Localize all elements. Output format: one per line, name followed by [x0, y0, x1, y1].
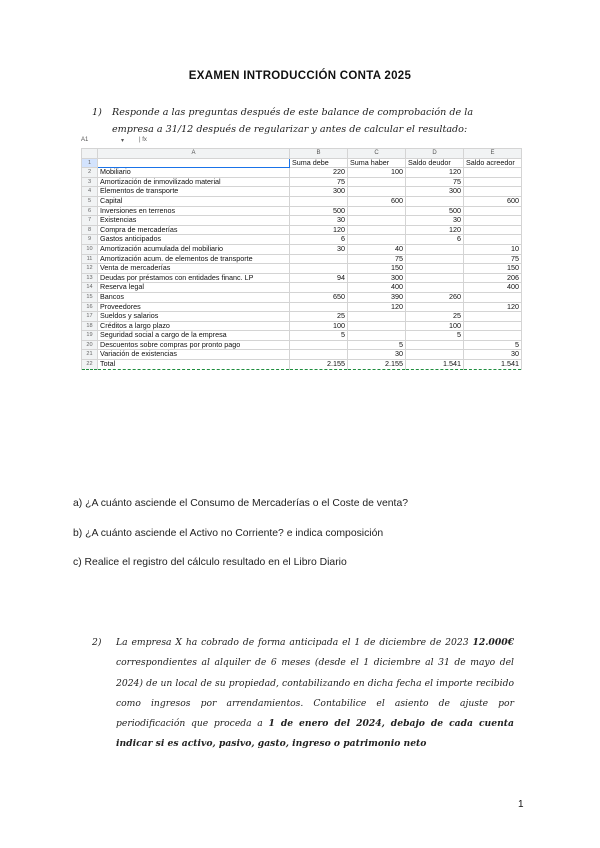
- cell-a[interactable]: Capital: [98, 196, 290, 206]
- row-number[interactable]: 9: [82, 235, 98, 245]
- cell-e[interactable]: [464, 292, 522, 302]
- row-number[interactable]: 7: [82, 216, 98, 226]
- cell-d[interactable]: 100: [406, 321, 464, 331]
- question-2-text: correspondientes al alquiler de 6 meses (desde el 1 diciembre al 31 de mayo del 2024) de un local de su propiedad, contabilizando en dicha fecha el importe recibido como ingresos por arrendamientos. Contabilice el asiento de ajuste por periodificación que proceda a: [116, 657, 514, 730]
- row-number[interactable]: 5: [82, 196, 98, 206]
- row-number[interactable]: 14: [82, 283, 98, 293]
- cell-e[interactable]: 120: [464, 302, 522, 312]
- cell-a[interactable]: Total: [98, 360, 290, 370]
- cell-a[interactable]: Variación de existencias: [98, 350, 290, 360]
- cell-c[interactable]: [348, 187, 406, 197]
- page-title: EXAMEN INTRODUCCIÓN CONTA 2025: [188, 70, 412, 82]
- cell-a[interactable]: Venta de mercaderías: [98, 264, 290, 274]
- cell-b[interactable]: 94: [290, 273, 348, 283]
- cell-b[interactable]: 30: [290, 216, 348, 226]
- cell-c[interactable]: 40: [348, 244, 406, 254]
- cell-d[interactable]: 500: [406, 206, 464, 216]
- cell-b[interactable]: 25: [290, 312, 348, 322]
- cell-e[interactable]: [464, 331, 522, 341]
- table-row: [82, 302, 522, 312]
- spreadsheet: [81, 148, 521, 370]
- row-number[interactable]: 17: [82, 312, 98, 322]
- cell-a[interactable]: [98, 158, 290, 168]
- cell-a[interactable]: Deudas por préstamos con entidades financ. LP: [98, 273, 290, 283]
- cell-b[interactable]: [290, 254, 348, 264]
- column-header: D: [406, 149, 464, 159]
- cell-d[interactable]: [406, 244, 464, 254]
- table-row: [82, 283, 522, 293]
- cell-d[interactable]: 120: [406, 225, 464, 235]
- cell-c[interactable]: 75: [348, 254, 406, 264]
- question-1-number: 1): [92, 107, 102, 118]
- column-header: [82, 149, 98, 159]
- table-row: [82, 235, 522, 245]
- cell-c[interactable]: 600: [348, 196, 406, 206]
- cell-b[interactable]: [290, 350, 348, 360]
- row-number[interactable]: 15: [82, 292, 98, 302]
- cell-b[interactable]: 5: [290, 331, 348, 341]
- cell-a[interactable]: Inversiones en terrenos: [98, 206, 290, 216]
- row-number[interactable]: 8: [82, 225, 98, 235]
- row-number[interactable]: 13: [82, 273, 98, 283]
- table-row: [82, 196, 522, 206]
- row-number[interactable]: 18: [82, 321, 98, 331]
- cell-b[interactable]: [290, 196, 348, 206]
- cell-d[interactable]: [406, 350, 464, 360]
- question-2: [92, 633, 514, 755]
- table-row: [82, 360, 522, 370]
- row-number[interactable]: 20: [82, 340, 98, 350]
- cell-d[interactable]: 30: [406, 216, 464, 226]
- cell-e[interactable]: [464, 177, 522, 187]
- cell-e[interactable]: [464, 187, 522, 197]
- cell-a[interactable]: Sueldos y salarios: [98, 312, 290, 322]
- cell-e[interactable]: [464, 206, 522, 216]
- question-2-date: 1 de enero del 2024: [268, 718, 382, 730]
- row-number[interactable]: 2: [82, 168, 98, 178]
- table-row: [82, 340, 522, 350]
- formula-bar: [81, 137, 521, 147]
- cell-c[interactable]: Suma haber: [348, 158, 406, 168]
- question-1: [92, 104, 512, 138]
- question-c: c) Realice el registro del cálculo resultado en el Libro Diario: [73, 557, 347, 568]
- cell-b[interactable]: [290, 264, 348, 274]
- cell-a[interactable]: Reserva legal: [98, 283, 290, 293]
- cell-e[interactable]: 150: [464, 264, 522, 274]
- table-row: [82, 292, 522, 302]
- cell-c[interactable]: 150: [348, 264, 406, 274]
- cell-e[interactable]: [464, 225, 522, 235]
- row-number[interactable]: 1: [82, 158, 98, 168]
- cell-d[interactable]: 25: [406, 312, 464, 322]
- cell-a[interactable]: Amortización acum. de elementos de transporte: [98, 254, 290, 264]
- cell-e[interactable]: 206: [464, 273, 522, 283]
- question-2-amount: 12.000€: [472, 637, 514, 648]
- cell-c[interactable]: [348, 177, 406, 187]
- cell-d[interactable]: [406, 254, 464, 264]
- table-row: [82, 254, 522, 264]
- table-row: [82, 177, 522, 187]
- cell-c[interactable]: 2.155: [348, 360, 406, 370]
- cell-b[interactable]: [290, 283, 348, 293]
- question-1-text: Responde a las preguntas después de este balance de comprobación de la empresa a 31/12 después de regularizar y antes de calcular el resultado:: [112, 107, 474, 135]
- table-row: [82, 264, 522, 274]
- row-number[interactable]: 6: [82, 206, 98, 216]
- column-header: E: [464, 149, 522, 159]
- cell-d[interactable]: 300: [406, 187, 464, 197]
- row-number[interactable]: 11: [82, 254, 98, 264]
- table-row: [82, 216, 522, 226]
- cell-a[interactable]: Elementos de transporte: [98, 187, 290, 197]
- cell-c[interactable]: [348, 225, 406, 235]
- table-row: [82, 158, 522, 168]
- cell-e[interactable]: 5: [464, 340, 522, 350]
- cell-c[interactable]: [348, 206, 406, 216]
- cell-a[interactable]: Descuentos sobre compras por pronto pago: [98, 340, 290, 350]
- cell-e[interactable]: 30: [464, 350, 522, 360]
- cell-a[interactable]: Bancos: [98, 292, 290, 302]
- cell-d[interactable]: 75: [406, 177, 464, 187]
- cell-b[interactable]: [290, 340, 348, 350]
- cell-c[interactable]: 100: [348, 168, 406, 178]
- cell-c[interactable]: [348, 321, 406, 331]
- table-row: [82, 206, 522, 216]
- page-number: 1: [518, 799, 524, 810]
- column-header: B: [290, 149, 348, 159]
- table-row: [82, 350, 522, 360]
- cell-a[interactable]: Compra de mercaderías: [98, 225, 290, 235]
- cell-c[interactable]: 390: [348, 292, 406, 302]
- table-row: [82, 244, 522, 254]
- cell-b[interactable]: 650: [290, 292, 348, 302]
- table-row: [82, 321, 522, 331]
- row-number[interactable]: 19: [82, 331, 98, 341]
- cell-d[interactable]: [406, 340, 464, 350]
- cell-e[interactable]: 75: [464, 254, 522, 264]
- table-row: [82, 331, 522, 341]
- question-2-instruction: , debajo de cada cuenta indicar si es activo, pasivo, gasto, ingreso o patrimonio neto: [116, 718, 514, 750]
- cell-b[interactable]: 220: [290, 168, 348, 178]
- cell-d[interactable]: [406, 273, 464, 283]
- cell-d[interactable]: Saldo deudor: [406, 158, 464, 168]
- table-row: [82, 273, 522, 283]
- cell-c[interactable]: [348, 312, 406, 322]
- cell-c[interactable]: [348, 235, 406, 245]
- cell-d[interactable]: 120: [406, 168, 464, 178]
- row-number[interactable]: 16: [82, 302, 98, 312]
- cell-b[interactable]: 500: [290, 206, 348, 216]
- row-number[interactable]: 12: [82, 264, 98, 274]
- cell-d[interactable]: [406, 264, 464, 274]
- column-header-row: [82, 149, 522, 159]
- cell-a[interactable]: Gastos anticipados: [98, 235, 290, 245]
- question-b: b) ¿A cuánto asciende el Activo no Corriente? e indica composición: [73, 528, 384, 539]
- cell-e[interactable]: 1.541: [464, 360, 522, 370]
- cell-e[interactable]: 10: [464, 244, 522, 254]
- question-2-number: 2): [92, 637, 102, 648]
- cell-a[interactable]: Amortización de inmovilizado material: [98, 177, 290, 187]
- row-number[interactable]: 22: [82, 360, 98, 370]
- cell-a[interactable]: Mobiliario: [98, 168, 290, 178]
- cell-e[interactable]: 600: [464, 196, 522, 206]
- trial-balance-table: [81, 148, 522, 370]
- cell-e[interactable]: [464, 216, 522, 226]
- cell-b[interactable]: Suma debe: [290, 158, 348, 168]
- table-row: [82, 312, 522, 322]
- cell-e[interactable]: [464, 168, 522, 178]
- table-row: [82, 225, 522, 235]
- cell-d[interactable]: 5: [406, 331, 464, 341]
- cell-e[interactable]: 400: [464, 283, 522, 293]
- fx-icon: | fx: [139, 137, 147, 143]
- cell-d[interactable]: [406, 196, 464, 206]
- cell-d[interactable]: 6: [406, 235, 464, 245]
- cell-b[interactable]: 300: [290, 187, 348, 197]
- cell-b[interactable]: 30: [290, 244, 348, 254]
- cell-b[interactable]: [290, 302, 348, 312]
- cell-a[interactable]: Proveedores: [98, 302, 290, 312]
- cell-c[interactable]: 30: [348, 350, 406, 360]
- cell-e[interactable]: Saldo acreedor: [464, 158, 522, 168]
- cell-d[interactable]: 1.541: [406, 360, 464, 370]
- cell-d[interactable]: [406, 283, 464, 293]
- cell-c[interactable]: 300: [348, 273, 406, 283]
- row-number[interactable]: 3: [82, 177, 98, 187]
- cell-c[interactable]: [348, 216, 406, 226]
- cell-b[interactable]: 120: [290, 225, 348, 235]
- cell-c[interactable]: 120: [348, 302, 406, 312]
- cell-e[interactable]: [464, 235, 522, 245]
- row-number[interactable]: 21: [82, 350, 98, 360]
- cell-e[interactable]: [464, 312, 522, 322]
- row-number[interactable]: 10: [82, 244, 98, 254]
- cell-a[interactable]: Amortización acumulada del mobiliario: [98, 244, 290, 254]
- cell-d[interactable]: [406, 302, 464, 312]
- cell-a[interactable]: Créditos a largo plazo: [98, 321, 290, 331]
- table-row: [82, 168, 522, 178]
- cell-b[interactable]: 2.155: [290, 360, 348, 370]
- cell-a[interactable]: Existencias: [98, 216, 290, 226]
- cell-a[interactable]: Seguridad social a cargo de la empresa: [98, 331, 290, 341]
- table-row: [82, 187, 522, 197]
- column-header: C: [348, 149, 406, 159]
- cell-e[interactable]: [464, 321, 522, 331]
- cell-c[interactable]: 400: [348, 283, 406, 293]
- cell-reference: A1: [81, 137, 89, 143]
- row-number[interactable]: 4: [82, 187, 98, 197]
- cell-b[interactable]: 6: [290, 235, 348, 245]
- chevron-down-icon: ▾: [121, 138, 125, 144]
- question-2-text: La empresa X ha cobrado de forma anticipada el 1 de diciembre de 2023: [116, 637, 473, 648]
- cell-b[interactable]: 75: [290, 177, 348, 187]
- cell-c[interactable]: [348, 331, 406, 341]
- question-a: a) ¿A cuánto asciende el Consumo de Mercaderías o el Coste de venta?: [73, 498, 409, 509]
- cell-d[interactable]: 260: [406, 292, 464, 302]
- column-header: A: [98, 149, 290, 159]
- cell-c[interactable]: 5: [348, 340, 406, 350]
- cell-b[interactable]: 100: [290, 321, 348, 331]
